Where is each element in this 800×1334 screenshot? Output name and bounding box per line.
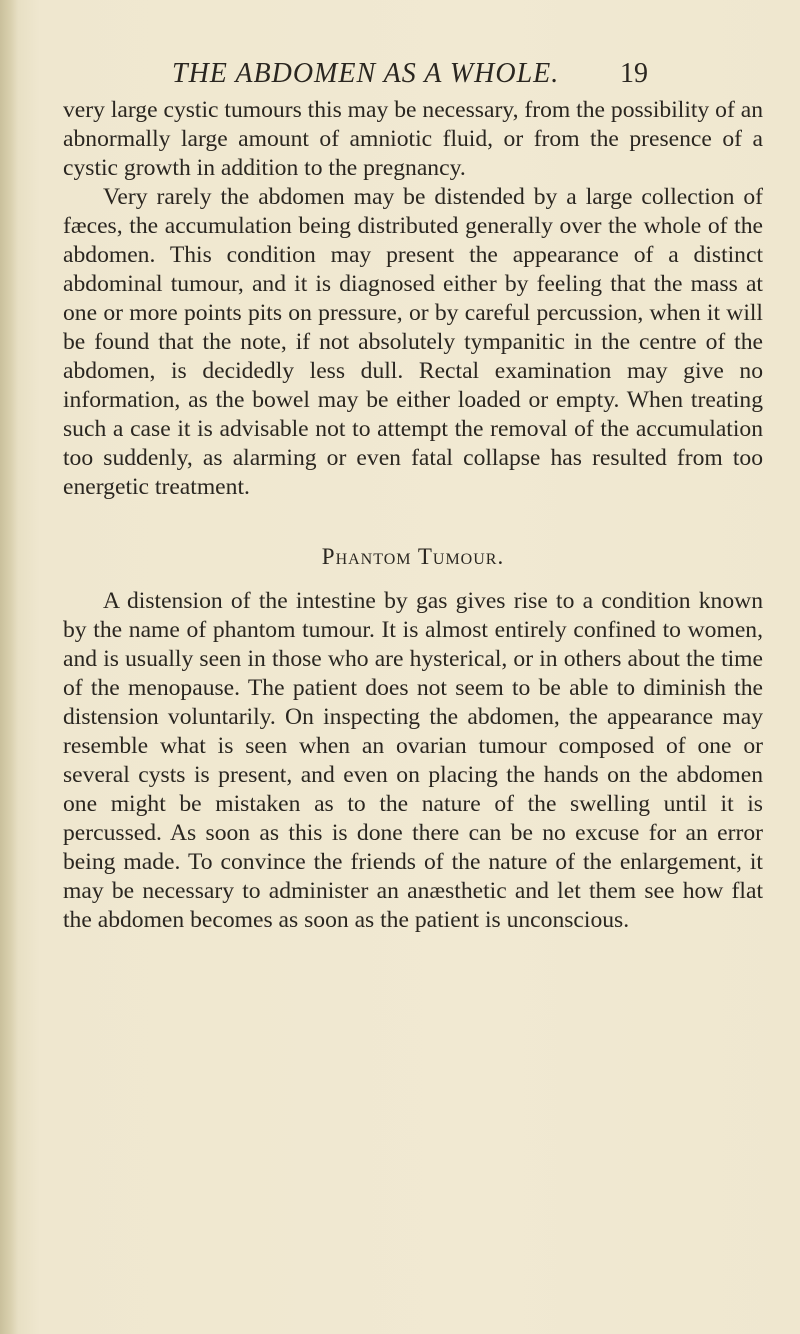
paragraph-phantom-tumour: A distension of the intestine by gas gives rise to a condition known by the name of phantom tumour. It is almost entirely confined to women, and is usually seen in those who are hysterical, or in others about the time of the menopause. The patient does not seem to be able to diminish the distension voluntarily. On inspecting the abdomen, the appearance may resemble what is seen when an ovarian tumour composed of one or several cysts is present, and even on placing the hands on the abdomen one might be mistaken as to the nature of the swelling until it is percussed. As soon as this is done there can be no excuse for an error being made. To convince the friends of the nature of the enlargement, it may be necessary to administer an anæsthetic and let them see how flat the abdomen becomes as soon as the patient is unconscious.	[63, 588, 763, 933]
running-title: THE ABDOMEN AS A WHOLE.	[172, 58, 560, 89]
page-header	[0, 56, 800, 92]
paragraph-continued: very large cystic tumours this may be necessary, from the possibility of an abnormally large amount of amniotic fluid, or from the presence of a cystic growth in addition to the pregnancy.	[63, 97, 763, 181]
section-heading: Phantom Tumour.	[321, 544, 505, 569]
paragraph-faeces: Very rarely the abdomen may be distended by a large collection of fæces, the accumulation being distributed generally over the whole of the abdomen. This condition may present the appearance of a distinct abdominal tumour, and it is diagnosed either by feeling that the mass at one or more points pits on pressure, or by careful percussion, when it will be found that the note, if not absolutely tympanitic in the centre of the abdomen, is decidedly less dull. Rectal examination may give no information, as the bowel may be either loaded or empty. When treating such a case it is advisable not to attempt the removal of the accumulation too suddenly, as alarming or even fatal collapse has resulted from too energetic treatment.	[63, 184, 763, 500]
body-text	[63, 96, 763, 935]
page-number: 19	[620, 58, 648, 89]
spine-shadow	[0, 0, 18, 1334]
